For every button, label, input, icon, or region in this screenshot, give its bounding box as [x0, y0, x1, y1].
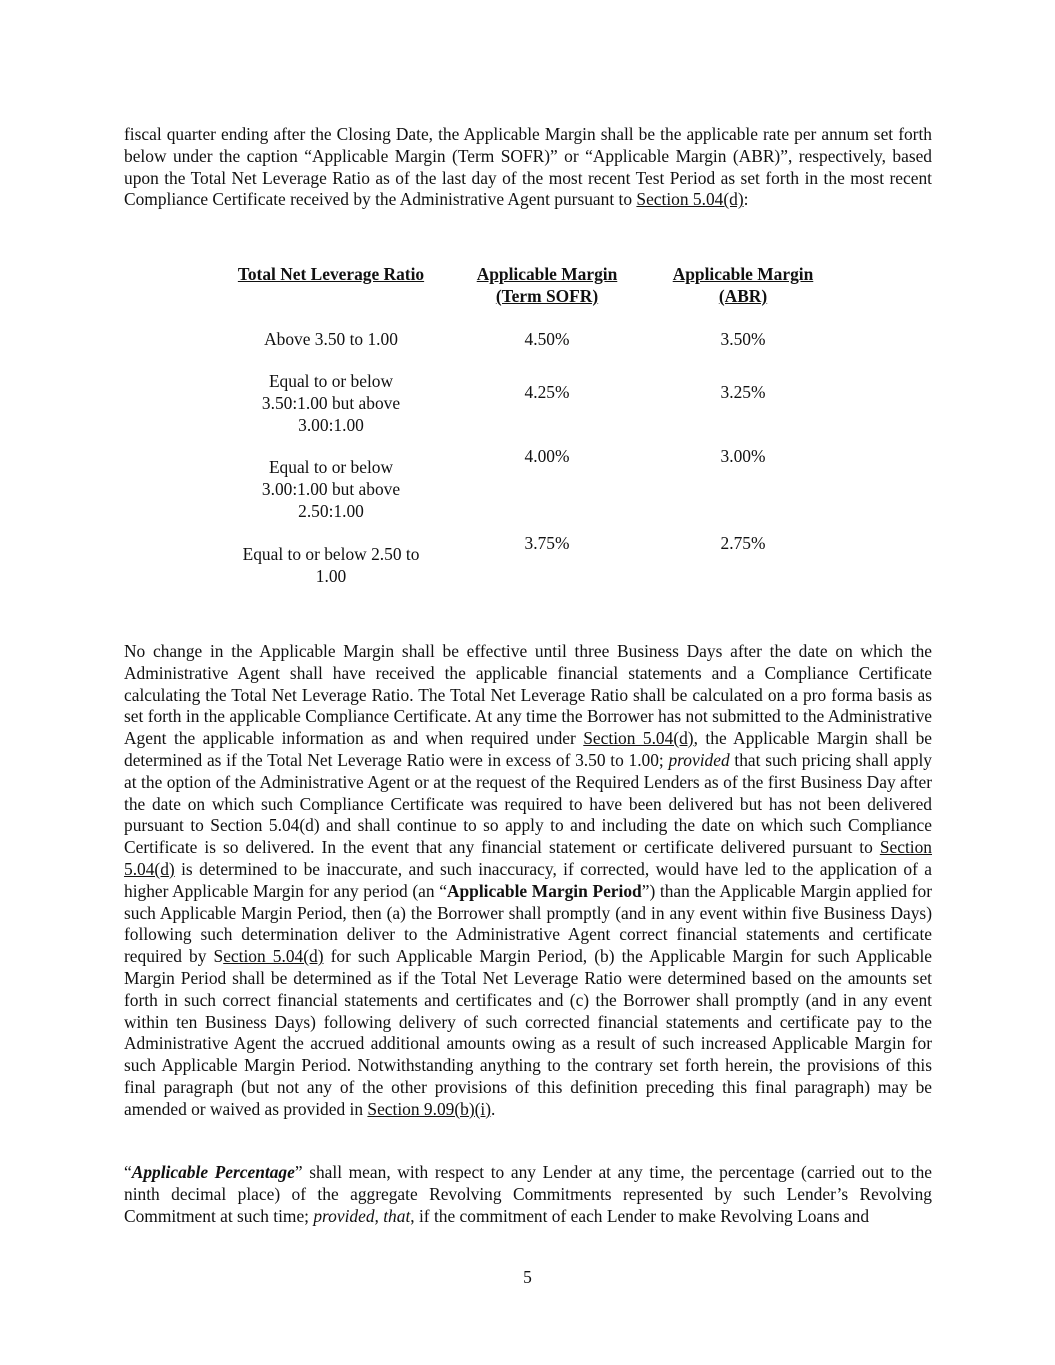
text-run: for such Applicable Margin Period, (b) the Applicable Margin for such Applicable Margin Period shall be determined as if the Total Net Leverage Ratio were determined based on the amounts set forth in such correct financial statements and certificates and (c) the Borrower shall promptly (and in any event within ten Business Days) following delivery of such corrected financial statements and certificate pay to the Administrative Agent the accrued additional amounts owing as a result of such increased Applicable Margin for such Applicable Margin Period. Notwithstanding anything to the contrary set forth herein, the provisions of this final paragraph (but not any of the other provisions of this definition preceding this final paragraph) may be amended or waived as provided in	[124, 946, 933, 1119]
text-run: is determined to be inaccurate, and such inaccuracy, if corrected, would have led to the application of a higher Applicable Margin for any period (an “	[124, 858, 932, 901]
intro-text-end: :	[743, 189, 749, 210]
term-sofr-cell: 4.25%	[524, 382, 570, 402]
text-run: that such pricing shall apply at the option of the Administrative Agent or at the request of the Required Lenders as of the first Business Day after the date on which such Compliance Certificate was required to have been delivered but has not been delivered pursuant to Section 5.04(d) and shall continue to so apply to and including the date on which such Compliance Certificate is so delivered. In the event that any financial statement or certificate delivered pursuant to	[124, 749, 932, 858]
intro-text	[124, 124, 932, 211]
ratio-cell	[228, 371, 434, 436]
text-run: ”) than the Applicable Margin applied for such Applicable Margin Period, then (a) the Borrower shall promptly (and in any event within five Business Days) following such determination deliver to the Administrative Agent correct financial statements and certificate required by S	[124, 880, 933, 967]
ratio-line: Above 3.50 to 1.00	[264, 329, 398, 349]
intro-paragraph	[124, 124, 932, 211]
paragraph-text	[124, 1162, 932, 1227]
section-9-09-b-i-link[interactable]: Section 9.09(b)(i)	[367, 1098, 492, 1119]
text-run: ” shall mean, with respect to any Lender at any time, the percentage (carried out to the ninth decimal place) of the aggregate Revolving Commitments represented by such Lender’s Revolving Commitment at such time;	[124, 1162, 932, 1226]
section-5-04-d-link[interactable]: Section 5.04(d)	[583, 728, 694, 749]
term-sofr-cell: 4.50%	[524, 329, 570, 349]
intro-text-main: fiscal quarter ending after the Closing Date, the Applicable Margin shall be the applicable rate per annum set forth below under the caption “Applicable Margin (Term SOFR)” or “Applicable Margin (ABR)”, respectively, based upon the Total Net Leverage Ratio as of the last day of the most recent Test Period as set forth in the most recent Compliance Certificate received by the Administrative Agent pursuant to	[124, 124, 932, 210]
applicable-margin-adjustment-paragraph	[124, 641, 932, 1121]
text-run: “	[124, 1162, 132, 1182]
provided-that-italic: provided, that	[313, 1205, 411, 1226]
paragraph-text	[124, 641, 932, 1121]
applicable-percentage-definition	[124, 1162, 932, 1227]
ratio-cell	[228, 544, 434, 588]
term-sofr-cell: 3.75%	[524, 533, 570, 553]
section-5-04-d-link[interactable]: Section 5.04(d)	[636, 189, 744, 210]
ratio-line: 3.00:1.00 but above	[261, 478, 401, 499]
ratio-cell	[228, 457, 434, 522]
ratio-line: Equal to or below	[268, 457, 394, 477]
text-run: , if the commitment of each Lender to make Revolving Loans and	[410, 1205, 870, 1226]
text-run: No change in the Applicable Margin shall be effective until three Business Days after the date on which the Administrative Agent shall have received the applicable financial statements and a Compliance Certificate calculating the Total Net Leverage Ratio. The Total Net Leverage Ratio shall be calculated on a pro forma basis as set forth in the applicable Compliance Certificate. At any time the Borrower has not submitted to the Administrative Agent the applicable information as and when required under	[124, 641, 932, 749]
ratio-line: Equal to or below	[268, 371, 394, 391]
abr-cell: 3.50%	[720, 329, 766, 349]
defined-term-applicable-margin-period: Applicable Margin Period	[446, 880, 642, 901]
text-run: , the Applicable Margin shall be determined as if the Total Net Leverage Ratio were in excess of 3.50 to 1.00;	[124, 728, 932, 770]
abr-cell: 3.00%	[720, 446, 766, 466]
ratio-line: 3.50:1.00 but above	[261, 392, 401, 413]
header-total-net-leverage-ratio: Total Net Leverage Ratio	[237, 264, 425, 284]
ratio-line: 3.00:1.00	[298, 414, 364, 435]
term-sofr-cell: 4.00%	[524, 446, 570, 466]
defined-term-applicable-percentage: Applicable Percentage	[131, 1162, 295, 1182]
abr-cell: 2.75%	[720, 533, 766, 553]
header-term-sofr-line2: (Term SOFR)	[495, 285, 599, 306]
header-term-sofr-line1: Applicable Margin	[476, 264, 618, 284]
ratio-line: 1.00	[315, 565, 347, 586]
ratio-line: 2.50:1.00	[298, 500, 364, 521]
header-abr-line1: Applicable Margin	[672, 264, 814, 284]
page-number: 5	[523, 1267, 532, 1287]
header-applicable-margin-abr	[656, 264, 830, 308]
ratio-line: Equal to or below 2.50 to	[242, 544, 420, 564]
section-5-04-d-link[interactable]: ection 5.04(d)	[223, 946, 324, 967]
abr-cell: 3.25%	[720, 382, 766, 402]
ratio-cell	[228, 329, 434, 351]
header-abr-line2: (ABR)	[718, 285, 768, 306]
header-applicable-margin-term-sofr	[460, 264, 634, 308]
section-5-04-d-link[interactable]: Section 5.04(d)	[124, 837, 932, 879]
provided-italic: provided	[668, 749, 730, 770]
text-run: .	[491, 1098, 496, 1119]
